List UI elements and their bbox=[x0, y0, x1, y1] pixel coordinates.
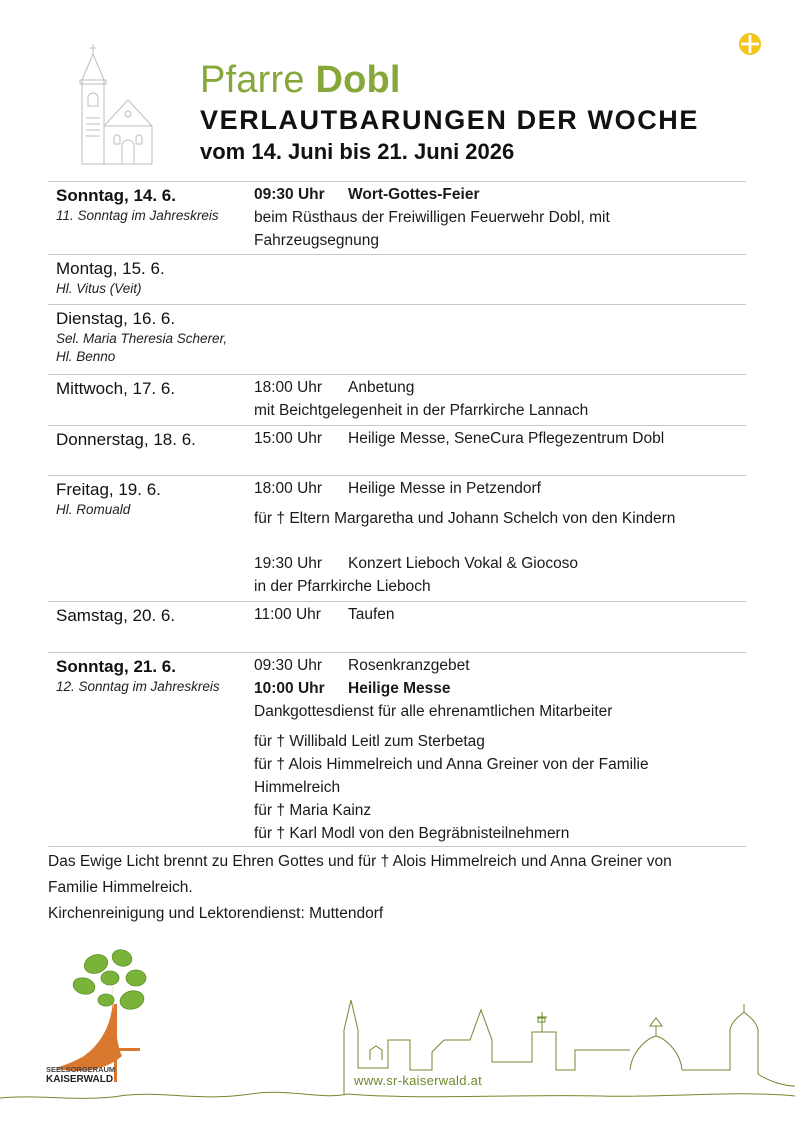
feast-label: Hl. Romuald bbox=[56, 502, 131, 517]
event-time: 19:30 Uhr bbox=[254, 555, 323, 572]
event-title: Heilige Messe, SeneCura Pflegezentrum Dobl bbox=[348, 430, 665, 447]
day-label: Donnerstag, 18. 6. bbox=[56, 430, 196, 449]
event-entry bbox=[254, 654, 749, 677]
event-time: 18:00 Uhr bbox=[254, 379, 323, 396]
events-column bbox=[254, 602, 749, 626]
schedule-row bbox=[48, 305, 746, 375]
day-column bbox=[56, 602, 251, 627]
logo-text-line2: KAISERWALD bbox=[46, 1074, 114, 1085]
schedule-row bbox=[48, 182, 746, 255]
day-label: Freitag, 19. 6. bbox=[56, 480, 161, 499]
event-detail: für † Eltern Margaretha und Johann Schelch von den Kindern bbox=[254, 510, 676, 527]
announcement-notes bbox=[48, 849, 758, 927]
event-title: Heilige Messe bbox=[348, 680, 451, 697]
weekly-schedule bbox=[48, 181, 746, 847]
event-entry bbox=[254, 427, 749, 450]
events-column bbox=[254, 426, 749, 450]
event-entry bbox=[254, 376, 749, 399]
website-link[interactable]: www.sr-kaiserwald.at bbox=[354, 1073, 483, 1088]
events-column bbox=[254, 375, 749, 422]
cross-circle-icon bbox=[738, 32, 762, 56]
event-title: Anbetung bbox=[348, 379, 415, 396]
events-column bbox=[254, 182, 749, 252]
event-entry bbox=[254, 183, 749, 206]
schedule-row bbox=[48, 476, 746, 602]
day-label: Dienstag, 16. 6. bbox=[56, 309, 176, 328]
event-detail: für † Karl Modl von den Begräbnisteilnehmern bbox=[254, 825, 570, 842]
feast-label: Hl. Vitus (Veit) bbox=[56, 281, 142, 296]
event-detail: in der Pfarrkirche Lieboch bbox=[254, 578, 431, 595]
events-column bbox=[254, 653, 749, 845]
day-label: Mittwoch, 17. 6. bbox=[56, 379, 176, 398]
event-entry bbox=[254, 477, 749, 500]
page-header bbox=[200, 58, 699, 166]
event-time: 09:30 Uhr bbox=[254, 657, 323, 674]
day-column bbox=[56, 305, 251, 366]
feast-label: 12. Sonntag im Jahreskreis bbox=[56, 679, 220, 694]
events-column bbox=[254, 305, 749, 306]
feast-label: 11. Sonntag im Jahreskreis bbox=[56, 208, 219, 223]
event-detail: mit Beichtgelegenheit in der Pfarrkirche Lannach bbox=[254, 402, 589, 419]
notes-line: Familie Himmelreich. bbox=[48, 879, 193, 896]
day-column bbox=[56, 182, 251, 225]
notes-line: Kirchenreinigung und Lektorendienst: Muttendorf bbox=[48, 905, 384, 922]
day-label: Sonntag, 21. 6. bbox=[56, 657, 176, 676]
event-entry bbox=[254, 603, 749, 626]
day-column bbox=[56, 476, 251, 519]
event-title: Heilige Messe in Petzendorf bbox=[348, 480, 541, 497]
day-label: Sonntag, 14. 6. bbox=[56, 186, 176, 205]
schedule-row bbox=[48, 653, 746, 847]
page-heading: VERLAUTBARUNGEN DER WOCHE bbox=[200, 105, 699, 135]
day-label: Samstag, 20. 6. bbox=[56, 606, 176, 625]
schedule-row bbox=[48, 602, 746, 653]
day-column bbox=[56, 426, 251, 451]
event-time: 10:00 Uhr bbox=[254, 680, 325, 697]
day-column bbox=[56, 653, 251, 696]
event-detail: für † Maria Kainz bbox=[254, 802, 372, 819]
schedule-row bbox=[48, 255, 746, 305]
town-skyline-outline bbox=[0, 990, 795, 1124]
event-detail: Dankgottesdienst für alle ehrenamtlichen Mitarbeiter bbox=[254, 703, 613, 720]
event-title: Taufen bbox=[348, 606, 395, 623]
parish-name: Dobl bbox=[315, 59, 401, 101]
event-detail: für † Willibald Leitl zum Sterbetag bbox=[254, 733, 485, 750]
parish-title: Pfarre Dobl bbox=[200, 59, 401, 101]
date-range: vom 14. Juni bis 21. Juni 2026 bbox=[200, 139, 515, 164]
event-time: 15:00 Uhr bbox=[254, 430, 323, 447]
schedule-row bbox=[48, 375, 746, 426]
event-entry bbox=[254, 677, 749, 700]
church-outline-icon bbox=[72, 42, 158, 166]
logo-text-line1: SEELSORGERAUM bbox=[46, 1065, 116, 1074]
event-title: Rosenkranzgebet bbox=[348, 657, 470, 674]
day-column bbox=[56, 375, 251, 400]
event-time: 09:30 Uhr bbox=[254, 186, 325, 203]
schedule-row bbox=[48, 426, 746, 476]
event-detail: beim Rüsthaus der Freiwilligen Feuerwehr Dobl, mit bbox=[254, 209, 610, 226]
event-entry bbox=[254, 552, 749, 575]
event-time: 18:00 Uhr bbox=[254, 480, 323, 497]
event-title: Konzert Lieboch Vokal & Giocoso bbox=[348, 555, 579, 572]
day-column bbox=[56, 255, 251, 298]
feast-label: Hl. Benno bbox=[56, 349, 116, 364]
event-title: Wort-Gottes-Feier bbox=[348, 186, 480, 203]
event-time: 11:00 Uhr bbox=[254, 606, 321, 623]
event-detail: Fahrzeugsegnung bbox=[254, 232, 379, 249]
event-detail: für † Alois Himmelreich und Anna Greiner von der Familie bbox=[254, 756, 649, 773]
events-column bbox=[254, 255, 749, 256]
event-detail: Himmelreich bbox=[254, 779, 341, 796]
events-column bbox=[254, 476, 749, 598]
day-label: Montag, 15. 6. bbox=[56, 259, 165, 278]
feast-label: Sel. Maria Theresia Scherer, bbox=[56, 331, 228, 346]
notes-line: Das Ewige Licht brennt zu Ehren Gottes und für † Alois Himmelreich und Anna Greiner von bbox=[48, 853, 672, 870]
